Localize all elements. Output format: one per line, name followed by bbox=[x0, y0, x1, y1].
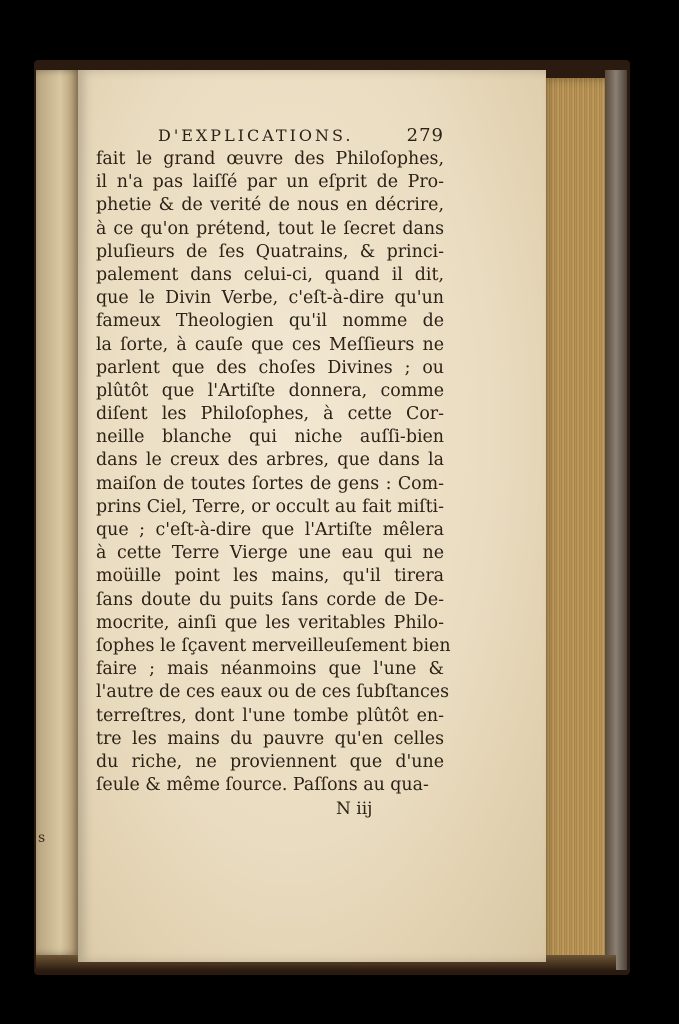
body-text bbox=[96, 148, 451, 797]
running-head bbox=[96, 125, 444, 146]
text-line: ſans doute du puits ſans corde de De- bbox=[96, 589, 444, 610]
text-line: la ſorte, à cauſe que ces Meſſieurs ne bbox=[96, 334, 444, 355]
text-line: que ; c'eſt-à-dire que l'Artiſte mêlera bbox=[96, 520, 444, 540]
text-line: plûtôt que l'Artiſte donnera, comme bbox=[96, 380, 444, 401]
page-number: 279 bbox=[406, 125, 444, 146]
text-line: à cette Terre Vierge une eau qui ne bbox=[96, 543, 444, 564]
text-line: moüille point les mains, qu'il tirera bbox=[96, 566, 444, 587]
page-stack-edge bbox=[540, 78, 612, 968]
text-line: fameux Theologien qu'il nomme de bbox=[96, 311, 444, 332]
text-line: ſophes le ſçavent merveilleuſement bien bbox=[96, 635, 451, 656]
text-line: phetie & de verité de nous en décrire, bbox=[96, 195, 444, 216]
text-line: du riche, ne proviennent que d'une bbox=[96, 751, 444, 772]
text-line: tre les mains du pauvre qu'en celles bbox=[96, 728, 444, 749]
signature-mark: N iij bbox=[336, 799, 373, 820]
facing-page-edge bbox=[36, 70, 80, 955]
text-line: prins Ciel, Terre, or occult au fait miſti- bbox=[96, 496, 444, 517]
text-line: fait le grand œuvre des Philoſophes, bbox=[96, 149, 444, 169]
text-line: neille blanche qui niche auſſi-bien bbox=[96, 427, 444, 448]
page-text-block bbox=[96, 125, 451, 820]
text-line: parlent que des choſes Divines ; ou bbox=[96, 357, 444, 378]
text-line: l'autre de ces eaux ou de ces ſubſtances bbox=[96, 682, 450, 703]
stray-mark: s bbox=[38, 830, 46, 846]
text-line: dans le creux des arbres, que dans la bbox=[96, 450, 444, 471]
text-line: à ce qu'on prétend, tout le ſecret dans bbox=[96, 218, 444, 239]
text-line: que le Divin Verbe, c'eſt-à-dire qu'un bbox=[96, 288, 444, 309]
text-line: ſeule & même ſource. Paſſons au qua- bbox=[96, 775, 429, 796]
text-line: maiſon de toutes ſortes de gens : Com- bbox=[96, 473, 444, 494]
text-line: il n'a pas laiſſé par un eſprit de Pro- bbox=[96, 172, 444, 193]
text-line: faire ; mais néanmoins que l'une & bbox=[96, 659, 444, 680]
text-line: pluſieurs de ſes Quatrains, & princi- bbox=[96, 241, 444, 262]
binding-edge bbox=[605, 70, 627, 970]
text-line: terreſtres, dont l'une tombe plûtôt en- bbox=[96, 705, 444, 726]
running-head-title: D'EXPLICATIONS. bbox=[158, 126, 354, 145]
text-line: diſent les Philoſophes, à cette Cor- bbox=[96, 404, 444, 425]
text-line: palement dans celui-ci, quand il dit, bbox=[96, 264, 444, 285]
text-line: mocrite, ainſi que les veritables Philo- bbox=[96, 612, 444, 633]
